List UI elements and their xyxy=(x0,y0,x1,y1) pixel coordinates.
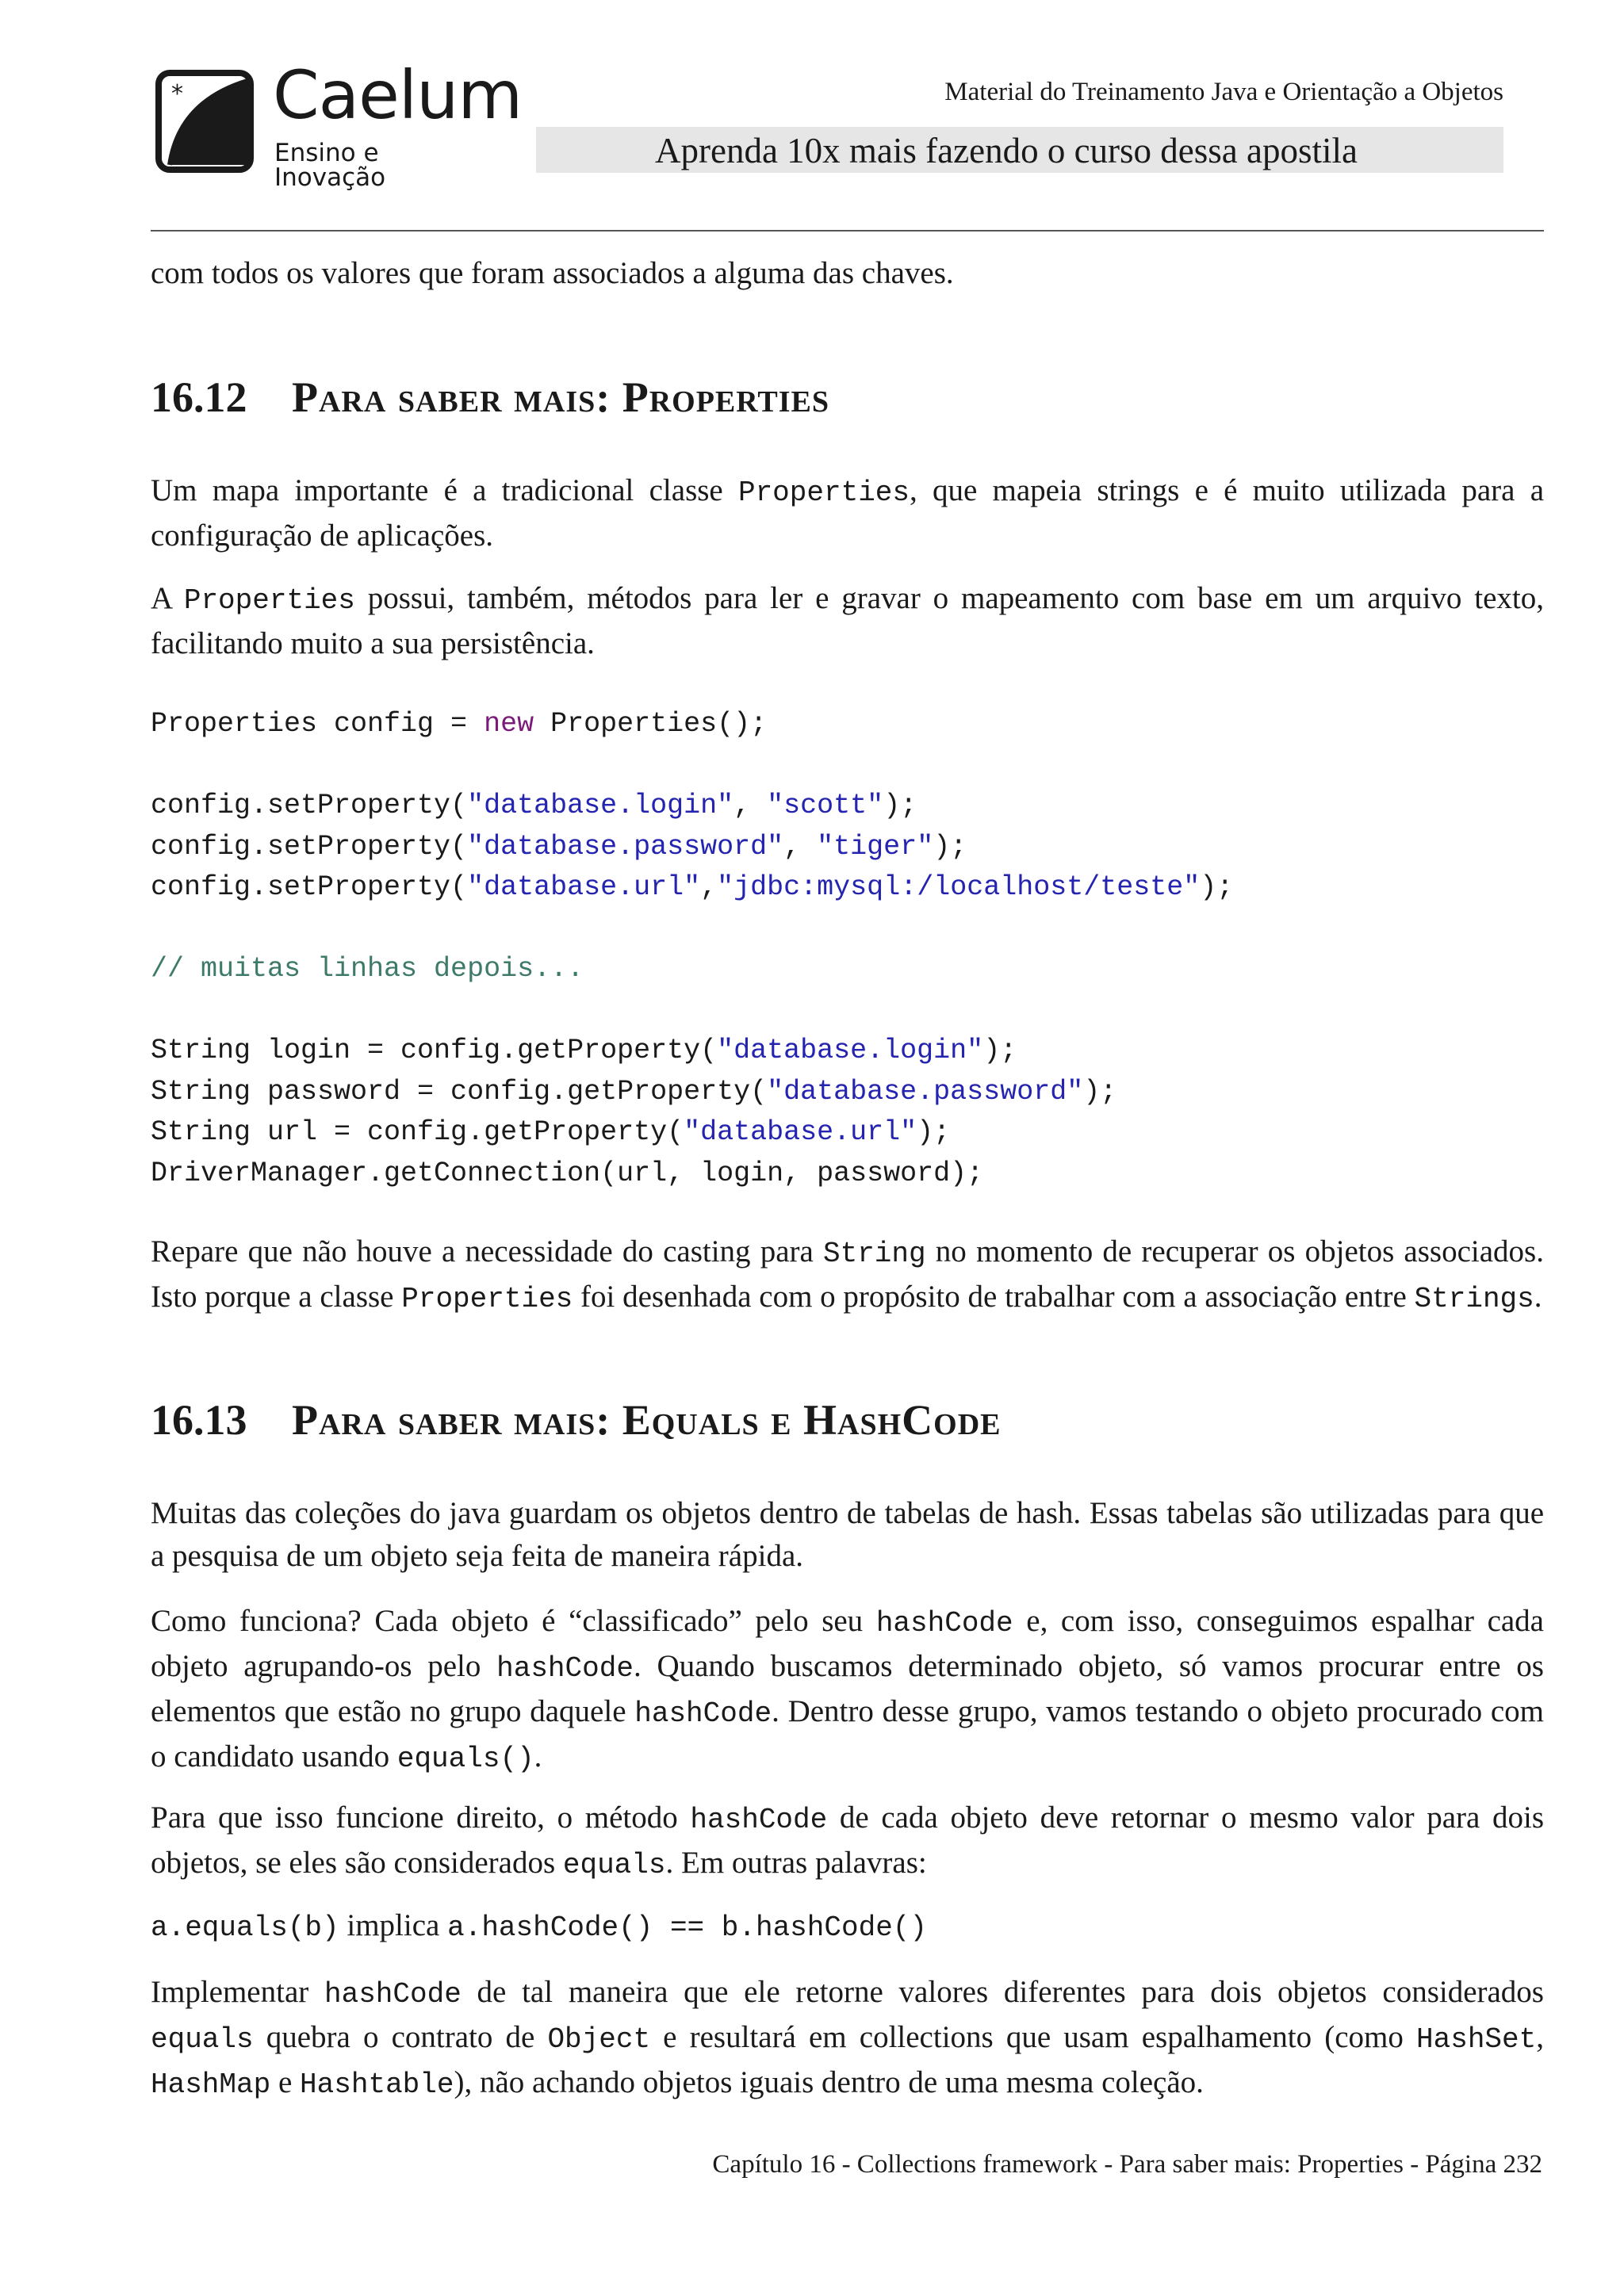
text-run: e, com isso, conseguimos espalhar cada objeto agrupando-os pelo xyxy=(151,1604,1544,1683)
code-string: "jdbc:mysql:/localhost/teste" xyxy=(717,871,1201,903)
inline-code: hashCode xyxy=(496,1652,634,1685)
code-text: String url = config.getProperty( xyxy=(151,1116,684,1148)
code-string: "database.url" xyxy=(467,871,701,903)
text-run: Como funciona? Cada objeto é “classificado” pelo seu xyxy=(151,1604,876,1638)
paragraph xyxy=(151,1971,1544,2107)
inline-code: Object xyxy=(547,2023,651,2056)
header-divider xyxy=(151,230,1544,232)
header-banner-text: Aprenda 10x mais fazendo o curso dessa apostila xyxy=(655,131,1358,170)
code-text: String login = config.getProperty( xyxy=(151,1035,718,1066)
inline-code: hashCode xyxy=(634,1697,772,1730)
inline-code: equals xyxy=(151,2023,254,2056)
code-text: String password = config.getProperty( xyxy=(151,1075,768,1108)
text-run: . xyxy=(1534,1280,1542,1314)
inline-code: a.equals(b) xyxy=(151,1911,339,1944)
inline-code: a.hashCode() == b.hashCode() xyxy=(447,1911,928,1944)
code-string: "database.login" xyxy=(717,1035,984,1066)
page-footer: Capítulo 16 - Collections framework - Para saber mais: Properties - Página 232 xyxy=(712,2150,1542,2179)
inline-code: hashCode xyxy=(690,1804,828,1836)
logo-name: Caelum xyxy=(273,56,523,134)
paragraph xyxy=(151,1230,1544,1321)
code-text: config.setProperty( xyxy=(151,871,468,903)
code-text: Properties(); xyxy=(534,708,768,740)
text-run: de cada objeto deve retornar o mesmo valor para dois objetos, se eles são considerados xyxy=(151,1800,1545,1880)
text-run: . Quando buscamos determinado objeto, só vamos procurar entre os elementos que estão no grupo daquele xyxy=(151,1649,1544,1728)
code-text: ); xyxy=(883,790,917,821)
text-run: Implementar xyxy=(151,1975,324,2009)
code-text: config.setProperty( xyxy=(151,830,468,863)
code-text: ); xyxy=(983,1035,1017,1066)
text-run: e xyxy=(270,2065,301,2099)
text-run: ), não achando objetos iguais dentro de uma mesma coleção. xyxy=(454,2065,1204,2099)
code-string: "tiger" xyxy=(817,830,934,863)
section-number: 16.13 xyxy=(151,1396,247,1444)
paragraph: Muitas das coleções do java guardam os objetos dentro de tabelas de hash. Essas tabelas são utilizadas para que a pesquisa de um objeto seja feita de maneira rápida. xyxy=(151,1496,1544,1573)
code-text: DriverManager.getConnection(url, login, password); xyxy=(151,1157,984,1189)
text-run: e resultará em collections que usam espalhamento (como xyxy=(650,2020,1417,2054)
caelum-logo-icon xyxy=(155,70,254,173)
section-title: Para saber mais: Equals e HashCode xyxy=(292,1396,1002,1444)
inline-code: Properties xyxy=(401,1283,573,1315)
code-comment: // muitas linhas depois... xyxy=(151,953,584,985)
inline-code: String xyxy=(822,1238,926,1270)
text-run: Para que isso funcione direito, o método xyxy=(151,1800,691,1835)
code-text: ); xyxy=(933,830,967,863)
code-text: , xyxy=(783,830,818,863)
inline-code: HashMap xyxy=(151,2068,271,2101)
section-number: 16.12 xyxy=(151,373,247,421)
inline-code: Hashtable xyxy=(300,2068,454,2101)
section-title: Para saber mais: Properties xyxy=(292,373,829,421)
text-run: . xyxy=(534,1739,542,1774)
text-run: A xyxy=(151,581,184,615)
section-heading-16-12 xyxy=(151,373,829,422)
paragraph xyxy=(151,469,1544,557)
code-string: "scott" xyxy=(767,790,884,821)
text-run: de tal maneira que ele retorne valores diferentes para dois objetos considerados xyxy=(461,1975,1544,2009)
code-text: ); xyxy=(1200,871,1234,903)
code-string: "database.password" xyxy=(767,1075,1084,1108)
code-text: ); xyxy=(917,1116,951,1148)
code-text: Properties config = xyxy=(151,708,485,740)
text-run: . Em outras palavras: xyxy=(665,1846,927,1880)
paragraph xyxy=(151,577,1544,665)
text-run: quebra o contrato de xyxy=(253,2020,548,2054)
code-string: "database.login" xyxy=(467,790,734,821)
paragraph-equation xyxy=(151,1904,1544,1950)
inline-code: Strings xyxy=(1414,1283,1534,1315)
section-heading-16-13 xyxy=(151,1395,1002,1445)
logo-tagline: Ensino e Inovação xyxy=(274,139,386,192)
code-text: config.setProperty( xyxy=(151,790,468,821)
text-run: implica xyxy=(339,1908,448,1942)
inline-code: Properties xyxy=(183,584,355,617)
paragraph xyxy=(151,1797,1544,1887)
code-keyword: new xyxy=(484,708,534,740)
text-run: no momento de recuperar os objetos associados. Isto porque a classe xyxy=(151,1234,1544,1314)
code-text: , xyxy=(733,790,768,821)
header-material-title: Material do Treinamento Java e Orientação a Objetos xyxy=(944,78,1503,106)
inline-code: HashSet xyxy=(1416,2023,1537,2056)
code-text: , xyxy=(700,871,718,903)
caelum-logo xyxy=(155,56,523,192)
text-run: , que mapeia strings e é muito utilizada para a configuração de aplicações. xyxy=(151,473,1545,553)
inline-code: equals() xyxy=(396,1743,534,1775)
inline-code: hashCode xyxy=(324,1978,462,2011)
text-run: Repare que não houve a necessidade do casting para xyxy=(151,1234,823,1269)
text-run: . Dentro desse grupo, vamos testando o objeto procurado com o candidato usando xyxy=(151,1694,1544,1774)
text-run: , xyxy=(1536,2020,1544,2054)
code-text: ); xyxy=(1083,1075,1117,1108)
text-run: foi desenhada com o propósito de trabalhar com a associação entre xyxy=(573,1280,1415,1314)
intro-paragraph: com todos os valores que foram associados a alguma das chaves. xyxy=(151,256,954,290)
header-banner xyxy=(536,127,1503,173)
code-string: "database.password" xyxy=(467,830,784,863)
code-string: "database.url" xyxy=(684,1116,917,1148)
inline-code: Properties xyxy=(737,476,910,509)
code-block-properties xyxy=(151,704,1233,1194)
text-run: possui, também, métodos para ler e gravar o mapeamento com base em um arquivo texto, facilitando muito a sua persistência. xyxy=(151,581,1544,660)
inline-code: hashCode xyxy=(875,1607,1013,1640)
svg-text:*: * xyxy=(171,80,183,108)
paragraph xyxy=(151,1600,1544,1781)
text-run: Um mapa importante é a tradicional classe xyxy=(151,473,738,507)
inline-code: equals xyxy=(562,1849,666,1881)
